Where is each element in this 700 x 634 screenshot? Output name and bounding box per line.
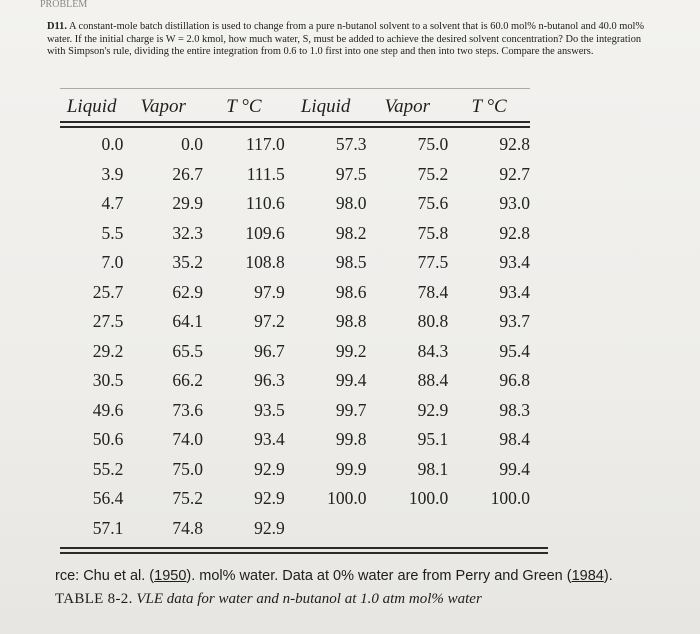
source-prefix: rce: Chu et al. ( <box>55 568 155 584</box>
table-cell: 97.9 <box>254 281 285 302</box>
table-cell: 111.5 <box>246 163 285 184</box>
vle-table <box>60 92 530 543</box>
table-cell: 50.6 <box>92 429 124 450</box>
table-cell: 98.0 <box>335 193 367 214</box>
caption-title: VLE data for water and n-butanol at 1.0 atm mol% water <box>136 591 482 607</box>
col-header-vapor-2: Vapor <box>384 96 431 117</box>
table-cell: 100.0 <box>327 488 367 509</box>
table-cell: 93.4 <box>254 429 285 450</box>
table-cell: 25.7 <box>92 281 124 302</box>
table-cell: 96.3 <box>254 370 285 391</box>
table-cell: 98.4 <box>499 429 530 450</box>
table-cell: 29.2 <box>92 340 124 361</box>
table-cell: 109.6 <box>245 222 285 243</box>
table-row <box>60 160 530 190</box>
table-cell: 66.2 <box>172 370 204 391</box>
table-cell: 95.4 <box>499 340 530 361</box>
table-cell: 110.6 <box>246 193 285 214</box>
table-cell: 96.8 <box>499 370 530 391</box>
table-cell: 30.5 <box>92 370 124 391</box>
table-cell: 117.0 <box>246 134 285 155</box>
table-cell: 62.9 <box>172 281 204 302</box>
table-top-rule <box>60 88 530 89</box>
table-cell: 75.2 <box>172 488 204 509</box>
table-cell: 26.7 <box>172 163 204 184</box>
table-caption <box>55 591 482 608</box>
source-middle: ). mol% water. Data at 0% water are from Perry and Green ( <box>186 568 572 584</box>
col-header-vapor-1: Vapor <box>140 96 186 117</box>
table-cell: 84.3 <box>417 340 449 361</box>
table-cell: 7.0 <box>101 252 124 273</box>
table-cell: 75.0 <box>417 134 449 155</box>
table-cell: 99.7 <box>335 399 367 420</box>
table-row <box>60 130 530 160</box>
table-cell: 35.2 <box>172 252 204 273</box>
table-cell: 93.4 <box>499 252 530 273</box>
table-row <box>60 366 530 396</box>
table-cell: 96.7 <box>254 340 285 361</box>
table-cell: 75.6 <box>417 193 449 214</box>
table-cell: 32.3 <box>172 222 204 243</box>
table-cell: 100.0 <box>490 488 530 509</box>
table-body <box>60 122 530 543</box>
source-year-1950-link[interactable]: 1950 <box>154 568 187 584</box>
table-cell: 64.1 <box>172 311 204 332</box>
col-header-temp-1: T °C <box>226 96 262 117</box>
table-cell: 99.4 <box>335 370 367 391</box>
table-cell: 92.8 <box>499 134 530 155</box>
table-cell: 93.0 <box>499 193 530 214</box>
table-row <box>60 514 530 544</box>
table-cell: 57.3 <box>335 134 367 155</box>
table-cell: 88.4 <box>417 370 449 391</box>
table-cell: 74.0 <box>172 429 204 450</box>
table-cell: 75.8 <box>417 222 449 243</box>
table-cell <box>285 514 367 544</box>
table-cell: 77.5 <box>417 252 449 273</box>
table-cell: 4.7 <box>101 193 124 214</box>
caption-label: TABLE 8-2. <box>55 591 133 607</box>
table-cell: 3.9 <box>101 163 124 184</box>
table-cell: 92.8 <box>499 222 530 243</box>
table-row <box>60 484 530 514</box>
table-cell: 97.5 <box>335 163 367 184</box>
table-cell: 98.8 <box>335 311 367 332</box>
table-cell: 80.8 <box>417 311 449 332</box>
problem-text: A constant-mole batch distillation is used to change from a pure n-butanol solvent to a solvent that is 60.0 mol% n-butanol and 40.0 mol% water. If the initial charge is W = 2.0 kmol, how much water, S, must be added to achieve the desired solvent concentration? Do the integration with Simpson's rule, dividing the entire integration from 0.6 to 1.0 first into one step and then into two steps. Compare the answers. <box>47 21 645 58</box>
table-cell: 75.2 <box>417 163 449 184</box>
table-cell: 98.5 <box>335 252 367 273</box>
table-cell: 92.9 <box>254 458 285 479</box>
table-cell: 65.5 <box>172 340 204 361</box>
table-cell: 98.6 <box>335 281 367 302</box>
cut-off-heading: PROBLEM <box>40 0 88 10</box>
table-cell: 108.8 <box>245 252 285 273</box>
table-cell: 98.2 <box>335 222 367 243</box>
table-cell: 0.0 <box>101 134 124 155</box>
table-cell: 74.8 <box>172 517 204 538</box>
table-header-row <box>60 92 530 122</box>
col-header-liquid-1: Liquid <box>66 96 117 117</box>
table-cell: 98.1 <box>417 458 449 479</box>
col-header-liquid-2: Liquid <box>300 96 351 117</box>
table-cell: 55.2 <box>92 458 124 479</box>
source-year-1984-link[interactable]: 1984 <box>571 568 604 584</box>
table-row <box>60 248 530 278</box>
table-cell: 99.8 <box>335 429 367 450</box>
table-source-note <box>55 568 613 584</box>
table-row <box>60 455 530 485</box>
table-cell: 92.9 <box>254 517 285 538</box>
table-cell: 92.7 <box>499 163 530 184</box>
table-cell <box>367 514 449 544</box>
table-row <box>60 337 530 367</box>
table-cell: 95.1 <box>417 429 449 450</box>
table-cell: 100.0 <box>408 488 449 509</box>
table-row <box>60 307 530 337</box>
table-bottom-rule-1 <box>60 547 548 549</box>
table-cell: 97.2 <box>254 311 285 332</box>
table-cell: 93.4 <box>499 281 530 302</box>
table-cell: 57.1 <box>92 517 124 538</box>
table-cell: 92.9 <box>417 399 449 420</box>
table-cell: 78.4 <box>417 281 449 302</box>
table-cell: 93.7 <box>499 311 530 332</box>
table-cell: 49.6 <box>92 399 124 420</box>
problem-id: D11. <box>47 21 67 32</box>
problem-statement <box>47 21 662 59</box>
table-row <box>60 219 530 249</box>
table-cell: 92.9 <box>254 488 285 509</box>
table-cell: 99.9 <box>335 458 367 479</box>
table-cell <box>448 514 530 544</box>
table-row <box>60 189 530 219</box>
table-cell: 99.4 <box>499 458 530 479</box>
table-cell: 98.3 <box>499 399 530 420</box>
table-cell: 0.0 <box>181 134 204 155</box>
table-cell: 5.5 <box>101 222 124 243</box>
table-cell: 99.2 <box>335 340 367 361</box>
table-cell: 73.6 <box>172 399 204 420</box>
col-header-temp-2: T °C <box>471 96 507 117</box>
table-row <box>60 425 530 455</box>
source-suffix: ). <box>603 568 613 584</box>
table-row <box>60 278 530 308</box>
table-cell: 27.5 <box>92 311 124 332</box>
table-cell: 75.0 <box>172 458 204 479</box>
table-cell: 29.9 <box>172 193 204 214</box>
table-row <box>60 396 530 426</box>
table-cell: 56.4 <box>92 488 124 509</box>
table-cell: 93.5 <box>254 399 285 420</box>
table-bottom-rule-2 <box>60 552 548 554</box>
